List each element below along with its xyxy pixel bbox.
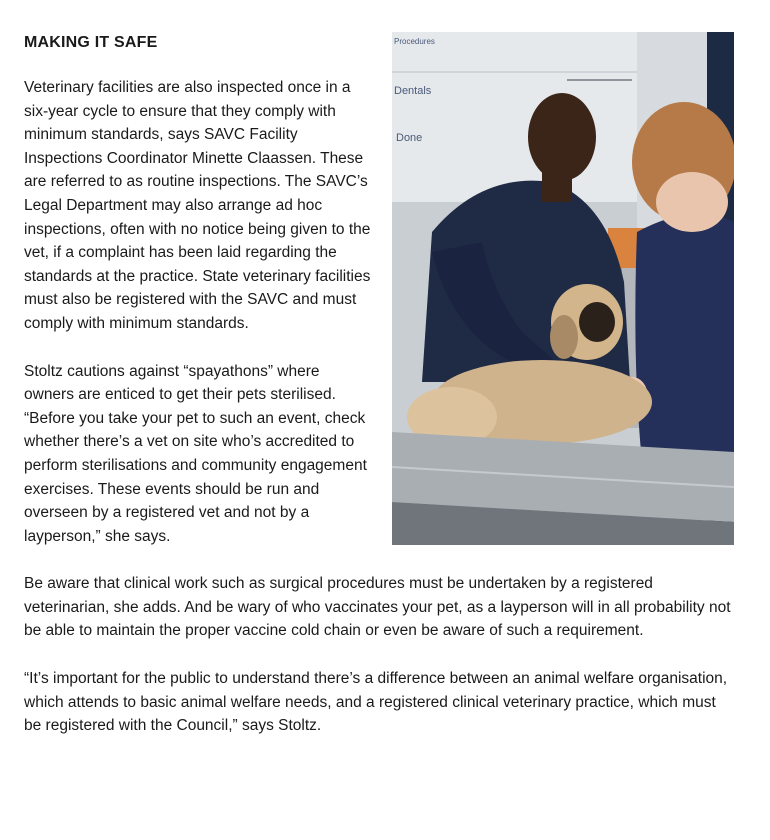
veterinary-exam-photo [392, 32, 734, 545]
paragraph-spayathons: Stoltz cautions against “spayathons” where owners are enticed to get their pets sterilised. “Before you take your pet to such an event, check whether there’s a vet on site who’s accredited to perform sterilisations and community engagement exercises. These events should be run and overseen by a registered vet and not by a layperson,” she says. [24, 362, 367, 545]
board-label-procedures: Procedures [394, 37, 435, 46]
photo-illustration [392, 32, 734, 545]
board-label-dentals: Dentals [394, 85, 432, 97]
board-label-done: Done [396, 132, 423, 144]
paragraph-welfare-vs-practice: “It’s important for the public to understand there’s a difference between an animal welfare organisation, which attends to basic animal welfare needs, and a registered clinical veterinary practice, which must be registered with the Council,” says Stoltz. [24, 670, 728, 735]
section-heading: MAKING IT SAFE [24, 34, 158, 51]
paragraph-clinical-work: Be aware that clinical work such as surgical procedures must be undertaken by a registered veterinarian, she adds. And be wary of who vaccinates your pet, as a layperson will in all probability not be able to maintain the proper vaccine cold chain or even be aware of such a requirement. [24, 575, 731, 640]
paragraph-inspections: Veterinary facilities are also inspected once in a six-year cycle to ensure that they comply with minimum standards, says SAVC Facility Inspections Coordinator Minette Claassen. These are referred to as routine inspections. The SAVC’s Legal Department may also arrange ad hoc inspections, often with no notice being given to the vet, if a complaint has been laid regarding the standards at the practice. State veterinary facilities must also be registered with the SAVC and must comply with minimum standards. [24, 79, 371, 332]
